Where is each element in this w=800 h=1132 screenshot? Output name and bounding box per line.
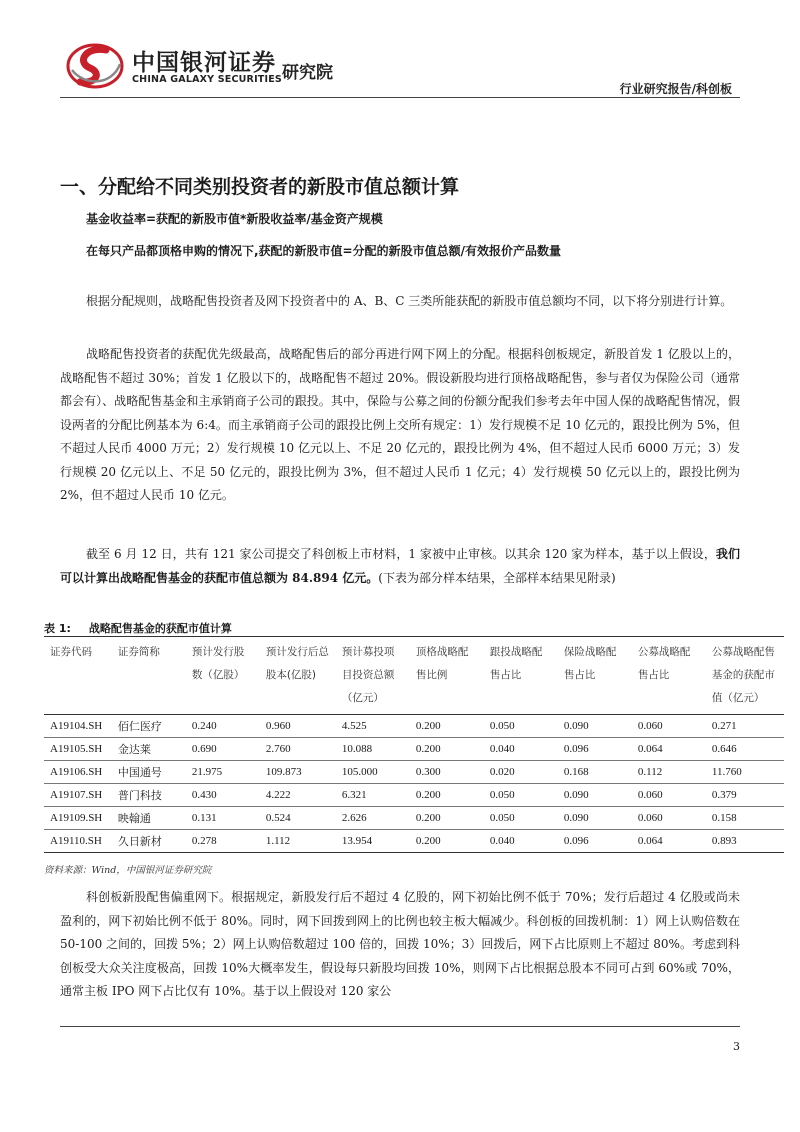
table-cell: 0.200 (410, 715, 484, 738)
table-cell: A19105.SH (44, 738, 112, 761)
footer-divider (60, 1026, 740, 1027)
table-cell: 6.321 (336, 784, 410, 807)
table-cell: A19104.SH (44, 715, 112, 738)
table-cell: 0.240 (186, 715, 260, 738)
page-number: 3 (733, 1040, 740, 1053)
table-cell: 0.064 (632, 830, 706, 853)
table-cell: 0.040 (484, 830, 558, 853)
galaxy-logo-icon (66, 40, 124, 90)
table-cell: A19106.SH (44, 761, 112, 784)
section-title: 一、分配给不同类别投资者的新股市值总额计算 (60, 176, 460, 198)
table-row (44, 715, 784, 738)
table-cell: 21.975 (186, 761, 260, 784)
column-header: 预计募投项目投资总额（亿元） (341, 646, 395, 704)
table-cell: 中国通号 (112, 761, 186, 784)
table-cell: 0.200 (410, 807, 484, 830)
table-title (44, 620, 250, 636)
table-cell: A19110.SH (44, 830, 112, 853)
table-cell: 0.893 (706, 830, 784, 853)
column-header: 公募战略配售基金的获配市值（亿元） (711, 646, 775, 704)
table-cell: 久日新材 (112, 830, 186, 853)
table-cell: 0.090 (558, 784, 632, 807)
table-cell: 0.200 (410, 830, 484, 853)
column-header: 公募战略配售占比 (637, 646, 691, 681)
table-cell: 0.112 (632, 761, 706, 784)
table-cell: 0.646 (706, 738, 784, 761)
paragraph-offline-allocation: 科创板新股配售偏重网下。根据规定，新股发行后不超过 4 亿股的，网下初始比例不低于 70%；发行后超过 4 亿股或尚未盈利的，网下初始比例不低于 80%。同时，网下回拨到网上的比例也较主板大幅减少。科创板的回拨机制：1）网上认购倍数在 50-100 之间的，回拨 5%；2）网上认购倍数超过 100 倍的，回拨 10%；3）回拨后，网下占比原则上不超过 80%。考虑到科创板受大众关注度极高，回拨 10%大概率发生，假设每只新股均回拨 10%，则网下占比根据总股本不同可占到 60%或 70%，通常主板 IPO 网下占比仅有 10%。基于以上假设对 120 家公 (60, 890, 740, 998)
table-cell: 13.954 (336, 830, 410, 853)
table-cell: 10.088 (336, 738, 410, 761)
table-cell: 佰仁医疗 (112, 715, 186, 738)
table-cell: 0.096 (558, 830, 632, 853)
table-cell: 0.278 (186, 830, 260, 853)
column-header: 证券代码 (50, 646, 92, 658)
table-cell: 109.873 (260, 761, 336, 784)
table-cell: 0.050 (484, 715, 558, 738)
sample-result-highlight: 我们可以计算出战略配售基金的获配市值总额为 84.894 亿元。 (60, 547, 740, 585)
table-cell: 0.050 (484, 784, 558, 807)
table-cell: 0.300 (410, 761, 484, 784)
table-cell: 普门科技 (112, 784, 186, 807)
table-cell: 0.131 (186, 807, 260, 830)
table-cell: 映翰通 (112, 807, 186, 830)
strategic-placement-table (44, 636, 784, 853)
sample-result-note: (下表为部分样本结果，全部样本结果见附录) (378, 570, 616, 585)
table-cell: 0.200 (410, 738, 484, 761)
table-cell: 0.168 (558, 761, 632, 784)
table-cell: A19109.SH (44, 807, 112, 830)
column-header: 预计发行后总股本(亿股) (265, 646, 329, 681)
column-header: 跟投战略配售占比 (489, 646, 543, 681)
table-cell: 0.430 (186, 784, 260, 807)
table-row (44, 761, 784, 784)
table-caption: 战略配售基金的获配市值计算 (88, 622, 232, 635)
institute-label: 研究院 (282, 63, 333, 83)
table-cell: 0.200 (410, 784, 484, 807)
column-header: 证券简称 (117, 646, 160, 658)
table-cell: 2.760 (260, 738, 336, 761)
sample-result-text: 截至 6 月 12 日，共有 121 家公司提交了科创板上市材料，1 家被中止审核。以其余 120 家为样本，基于以上假设， (86, 547, 716, 561)
table-cell: 0.060 (632, 807, 706, 830)
table-cell: A19107.SH (44, 784, 112, 807)
table-cell: 金达莱 (112, 738, 186, 761)
table-cell: 0.271 (706, 715, 784, 738)
table-cell: 0.064 (632, 738, 706, 761)
paragraph-strategic-placement: 战略配售投资者的获配优先级最高，战略配售后的部分再进行网下网上的分配。根据科创板规定，新股首发 1 亿股以上的，战略配售不超过 30%；首发 1 亿股以下的，战略配售不超过 20%。假设新股均进行顶格战略配售，参与者仅为保险公司（通常都会有）、战略配售基金和主承销商子公司的跟投。其中，保险与公募之间的份额分配我们参考去年中国人保的战略配售情况，假设两者的分配比例基本为 6:4。而主承销商子公司的跟投比例上交所有规定：1）发行规模不足 10 亿元的，跟投比例为 5%，但不超过人民币 4000 万元；2）发行规模 10 亿元以上、不足 20 亿元的，跟投比例为 4%，但不超过人民币 6000 万元；3）发行规模 20 亿元以上、不足 50 亿元的，跟投比例为 3%，但不超过人民币 1 亿元；4）发行规模 50 亿元以上的，跟投比例为 2%，但不超过人民币 10 亿元。 (60, 347, 740, 502)
logo-chinese-name: 中国银河证券 (132, 50, 276, 76)
table-cell: 11.760 (706, 761, 784, 784)
table-cell: 2.626 (336, 807, 410, 830)
table-row (44, 784, 784, 807)
column-header: 预计发行股数（亿股） (191, 646, 245, 681)
table-cell: 0.960 (260, 715, 336, 738)
table-header-row (44, 637, 784, 715)
table-cell: 0.090 (558, 715, 632, 738)
table-source: 资料来源：Wind，中国银河证券研究院 (44, 865, 212, 876)
table-cell: 0.090 (558, 807, 632, 830)
table-cell: 4.525 (336, 715, 410, 738)
table-cell: 0.096 (558, 738, 632, 761)
table-cell: 0.524 (260, 807, 336, 830)
table-cell: 0.040 (484, 738, 558, 761)
column-header: 顶格战略配售比例 (415, 646, 469, 681)
table-cell: 4.222 (260, 784, 336, 807)
paragraph-sample-result (60, 543, 740, 590)
formula-fund-return: 基金收益率=获配的新股市值*新股收益率/基金资产规模 (86, 212, 383, 226)
table-row (44, 738, 784, 761)
table-label: 表 1: (44, 622, 71, 635)
table-row (44, 807, 784, 830)
table-cell: 1.112 (260, 830, 336, 853)
table-cell: 0.020 (484, 761, 558, 784)
table-cell: 0.060 (632, 784, 706, 807)
table-cell: 105.000 (336, 761, 410, 784)
table-cell: 0.379 (706, 784, 784, 807)
table-cell: 0.690 (186, 738, 260, 761)
report-category: 行业研究报告/科创板 (619, 82, 732, 96)
page-header (0, 0, 800, 100)
formula-allocated-value: 在每只产品都顶格申购的情况下,获配的新股市值=分配的新股市值总额/有效报价产品数量 (86, 244, 561, 258)
column-header: 保险战略配售占比 (563, 646, 617, 681)
table-cell: 0.050 (484, 807, 558, 830)
table-row (44, 830, 784, 853)
paragraph-allocation-rules: 根据分配规则，战略配售投资者及网下投资者中的 A、B、C 三类所能获配的新股市值总额均不同，以下将分别进行计算。 (86, 294, 733, 308)
table-cell: 0.158 (706, 807, 784, 830)
logo-english-name: CHINA GALAXY SECURITIES (132, 74, 282, 85)
header-divider (60, 97, 740, 98)
table-cell: 0.060 (632, 715, 706, 738)
